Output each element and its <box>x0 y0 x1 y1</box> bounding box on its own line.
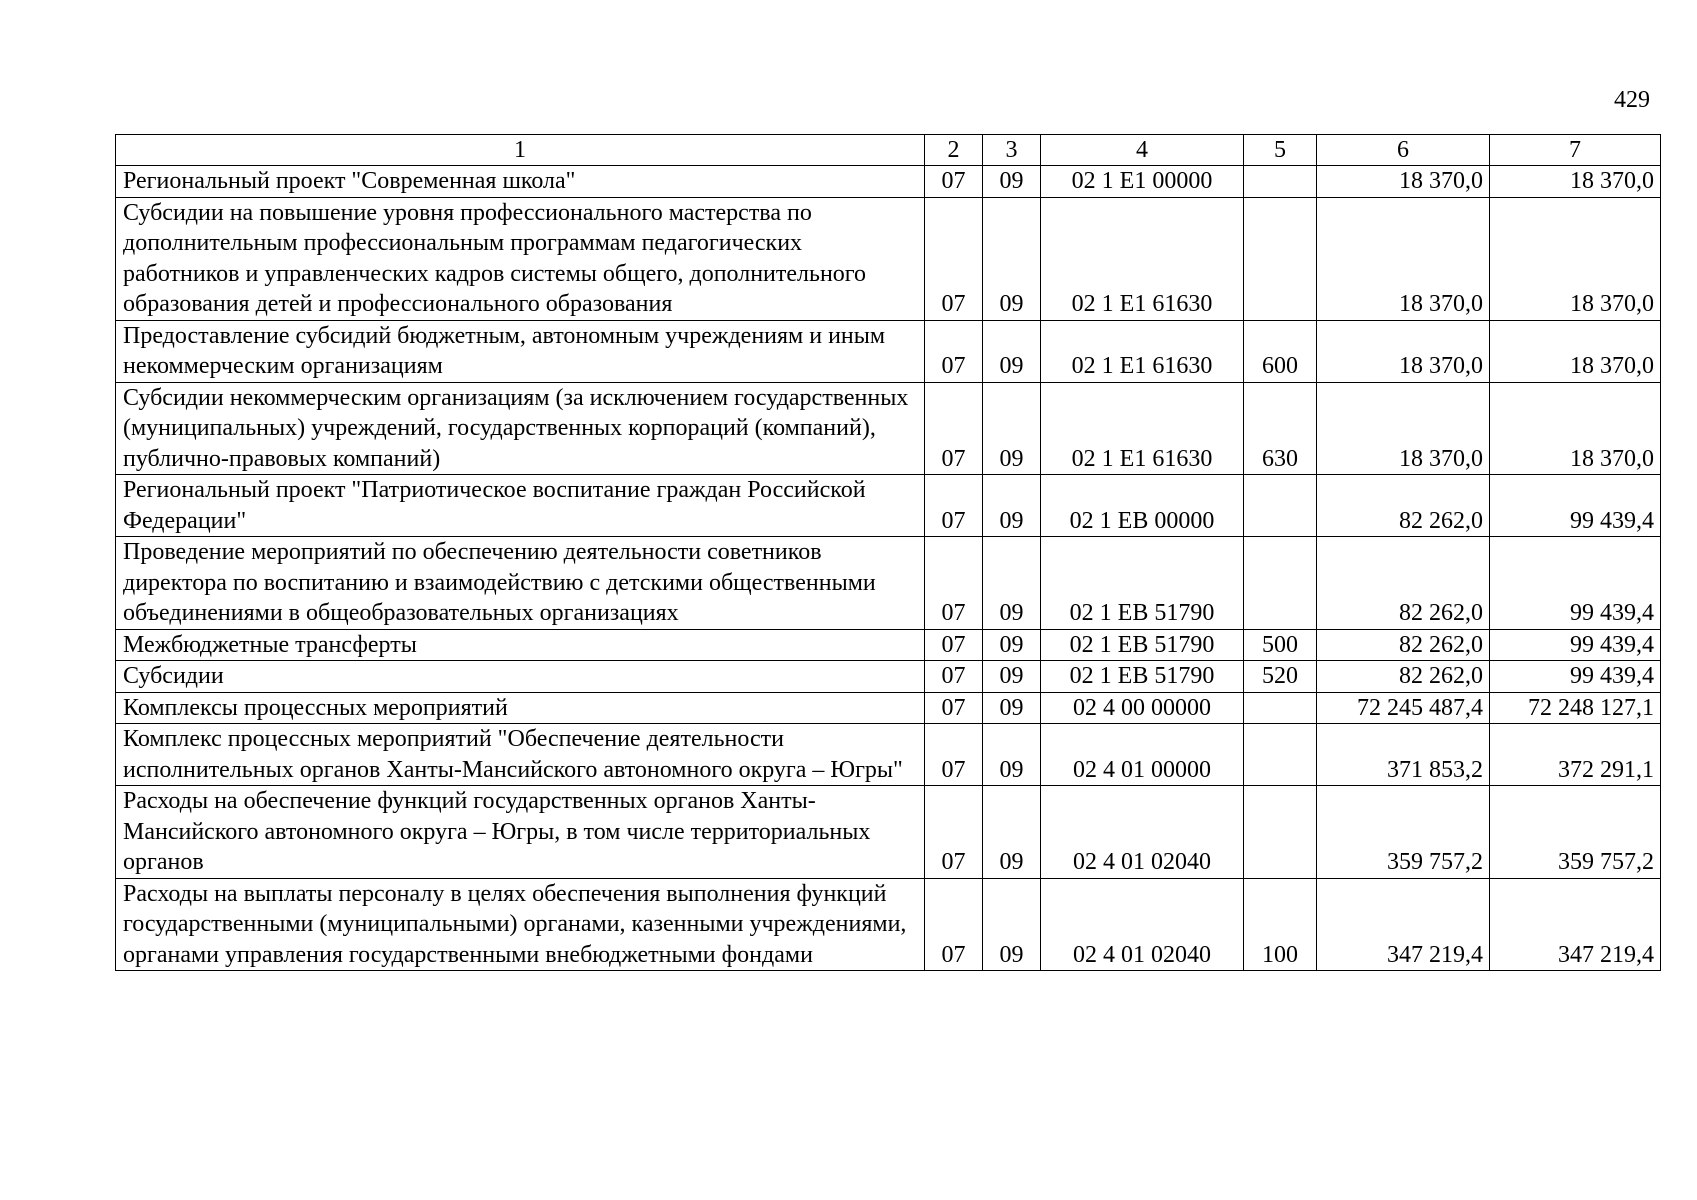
row-expense-type: 600 <box>1244 320 1317 382</box>
row-section: 07 <box>925 166 983 198</box>
row-expense-type <box>1244 786 1317 879</box>
row-sum-year-1: 82 262,0 <box>1317 537 1490 630</box>
row-expense-type: 100 <box>1244 878 1317 971</box>
row-sum-year-2: 99 439,4 <box>1490 537 1661 630</box>
row-sum-year-2: 18 370,0 <box>1490 382 1661 475</box>
row-target-article: 02 4 00 00000 <box>1041 692 1244 724</box>
row-name: Комплексы процессных мероприятий <box>116 692 925 724</box>
row-name: Расходы на обеспечение функций государственных органов Ханты-Мансийского автономного округа – Югры, в том числе территориальных органов <box>116 786 925 879</box>
row-target-article: 02 1 E1 61630 <box>1041 197 1244 320</box>
row-sum-year-2: 372 291,1 <box>1490 724 1661 786</box>
row-section: 07 <box>925 786 983 879</box>
row-section: 07 <box>925 629 983 661</box>
row-sum-year-2: 18 370,0 <box>1490 197 1661 320</box>
row-subsection: 09 <box>983 878 1041 971</box>
table-row <box>116 475 1661 537</box>
row-sum-year-1: 72 245 487,4 <box>1317 692 1490 724</box>
row-expense-type <box>1244 166 1317 198</box>
row-target-article: 02 4 01 02040 <box>1041 878 1244 971</box>
row-sum-year-1: 82 262,0 <box>1317 661 1490 693</box>
row-target-article: 02 1 EВ 00000 <box>1041 475 1244 537</box>
row-name: Региональный проект "Патриотическое воспитание граждан Российской Федерации" <box>116 475 925 537</box>
row-sum-year-1: 359 757,2 <box>1317 786 1490 879</box>
table-row <box>116 320 1661 382</box>
row-subsection: 09 <box>983 629 1041 661</box>
row-section: 07 <box>925 692 983 724</box>
table-row <box>116 166 1661 198</box>
column-header-4: 4 <box>1041 135 1244 166</box>
row-sum-year-2: 72 248 127,1 <box>1490 692 1661 724</box>
row-subsection: 09 <box>983 537 1041 630</box>
table-header-row <box>116 135 1661 166</box>
row-target-article: 02 1 E1 61630 <box>1041 382 1244 475</box>
row-sum-year-1: 347 219,4 <box>1317 878 1490 971</box>
table-row <box>116 786 1661 879</box>
row-name: Комплекс процессных мероприятий "Обеспечение деятельности исполнительных органов Ханты-Мансийского автономного округа – Югры" <box>116 724 925 786</box>
row-subsection: 09 <box>983 661 1041 693</box>
row-sum-year-2: 347 219,4 <box>1490 878 1661 971</box>
row-section: 07 <box>925 537 983 630</box>
row-section: 07 <box>925 320 983 382</box>
row-sum-year-2: 99 439,4 <box>1490 629 1661 661</box>
row-expense-type: 520 <box>1244 661 1317 693</box>
row-sum-year-2: 18 370,0 <box>1490 320 1661 382</box>
row-name: Предоставление субсидий бюджетным, автономным учреждениям и иным некоммерческим организациям <box>116 320 925 382</box>
row-section: 07 <box>925 661 983 693</box>
column-header-2: 2 <box>925 135 983 166</box>
row-subsection: 09 <box>983 166 1041 198</box>
row-section: 07 <box>925 878 983 971</box>
table-row <box>116 629 1661 661</box>
row-sum-year-2: 99 439,4 <box>1490 661 1661 693</box>
row-section: 07 <box>925 382 983 475</box>
row-expense-type <box>1244 537 1317 630</box>
table-row <box>116 878 1661 971</box>
row-target-article: 02 4 01 02040 <box>1041 786 1244 879</box>
row-sum-year-1: 82 262,0 <box>1317 629 1490 661</box>
row-sum-year-2: 18 370,0 <box>1490 166 1661 198</box>
row-target-article: 02 1 E1 61630 <box>1041 320 1244 382</box>
row-expense-type: 630 <box>1244 382 1317 475</box>
row-target-article: 02 1 EВ 51790 <box>1041 537 1244 630</box>
row-subsection: 09 <box>983 786 1041 879</box>
row-sum-year-2: 99 439,4 <box>1490 475 1661 537</box>
table-row <box>116 724 1661 786</box>
column-header-3: 3 <box>983 135 1041 166</box>
row-sum-year-1: 82 262,0 <box>1317 475 1490 537</box>
row-section: 07 <box>925 475 983 537</box>
row-sum-year-1: 371 853,2 <box>1317 724 1490 786</box>
budget-table <box>115 134 1661 971</box>
table-row <box>116 197 1661 320</box>
row-target-article: 02 4 01 00000 <box>1041 724 1244 786</box>
row-sum-year-1: 18 370,0 <box>1317 166 1490 198</box>
row-expense-type <box>1244 475 1317 537</box>
row-target-article: 02 1 EВ 51790 <box>1041 661 1244 693</box>
row-expense-type: 500 <box>1244 629 1317 661</box>
column-header-7: 7 <box>1490 135 1661 166</box>
row-sum-year-1: 18 370,0 <box>1317 320 1490 382</box>
budget-table-body <box>116 135 1661 971</box>
row-name: Субсидии <box>116 661 925 693</box>
row-subsection: 09 <box>983 724 1041 786</box>
row-name: Проведение мероприятий по обеспечению деятельности советников директора по воспитанию и взаимодействию с детскими общественными объединениями в общеобразовательных организациях <box>116 537 925 630</box>
column-header-1: 1 <box>116 135 925 166</box>
table-row <box>116 661 1661 693</box>
row-sum-year-2: 359 757,2 <box>1490 786 1661 879</box>
row-expense-type <box>1244 724 1317 786</box>
table-row <box>116 692 1661 724</box>
page-number: 429 <box>1614 87 1650 113</box>
column-header-6: 6 <box>1317 135 1490 166</box>
row-section: 07 <box>925 197 983 320</box>
row-target-article: 02 1 E1 00000 <box>1041 166 1244 198</box>
row-expense-type <box>1244 197 1317 320</box>
row-name: Региональный проект "Современная школа" <box>116 166 925 198</box>
column-header-5: 5 <box>1244 135 1317 166</box>
row-name: Субсидии некоммерческим организациям (за исключением государственных (муниципальных) учреждений, государственных корпораций (компаний), публично-правовых компаний) <box>116 382 925 475</box>
row-subsection: 09 <box>983 475 1041 537</box>
row-sum-year-1: 18 370,0 <box>1317 382 1490 475</box>
row-subsection: 09 <box>983 320 1041 382</box>
table-row <box>116 537 1661 630</box>
table-row <box>116 382 1661 475</box>
row-sum-year-1: 18 370,0 <box>1317 197 1490 320</box>
row-subsection: 09 <box>983 382 1041 475</box>
row-name: Субсидии на повышение уровня профессионального мастерства по дополнительным профессиональным программам педагогических работников и управленческих кадров системы общего, дополнительного образования детей и профессионального образования <box>116 197 925 320</box>
row-section: 07 <box>925 724 983 786</box>
row-subsection: 09 <box>983 197 1041 320</box>
row-name: Межбюджетные трансферты <box>116 629 925 661</box>
row-name: Расходы на выплаты персоналу в целях обеспечения выполнения функций государственными (муниципальными) органами, казенными учреждениями, органами управления государственными внебюджетными фондами <box>116 878 925 971</box>
row-subsection: 09 <box>983 692 1041 724</box>
row-expense-type <box>1244 692 1317 724</box>
row-target-article: 02 1 EВ 51790 <box>1041 629 1244 661</box>
